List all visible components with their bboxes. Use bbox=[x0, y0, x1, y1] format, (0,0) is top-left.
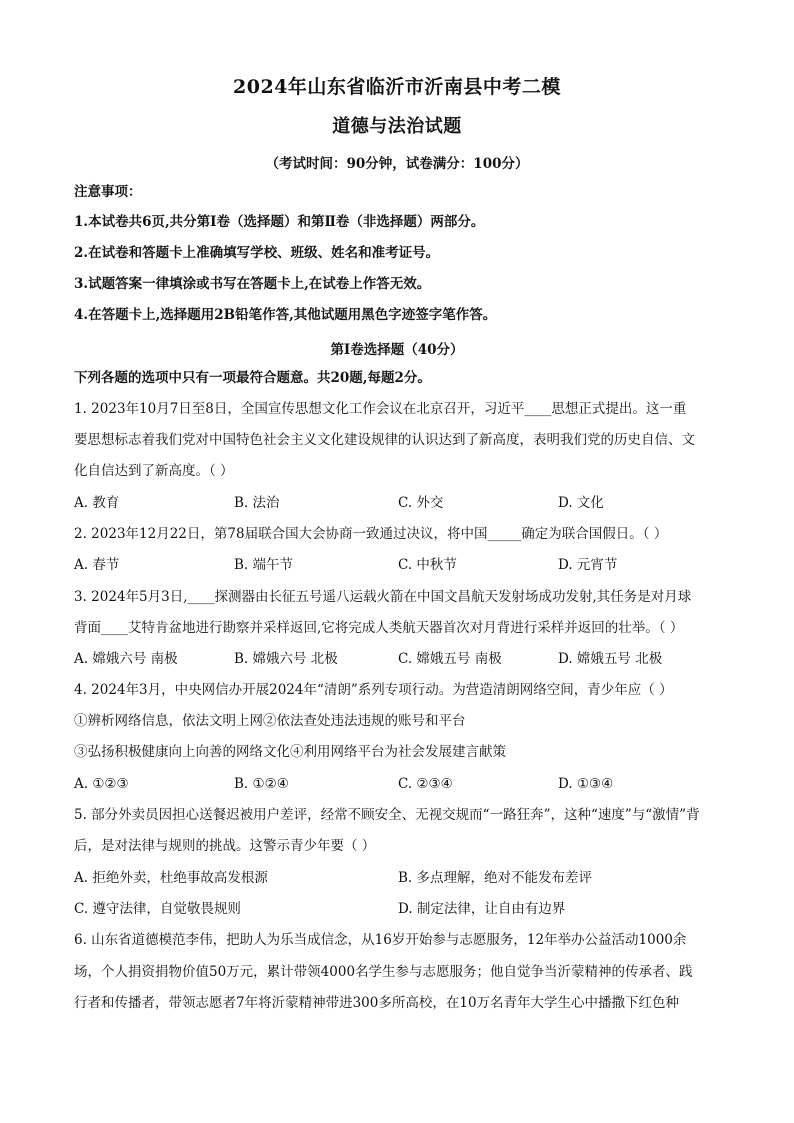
question-3-line: 背面____艾特肯盆地进行勘察并采样返回,它将完成人类航天器首次对月背进行采样并返回的壮举。（ ） bbox=[74, 620, 684, 636]
question-5-line: 后，是对法律与规则的挑战。这警示青少年要（ ） bbox=[74, 838, 376, 854]
question-4-line: ③弘扬积极健康向上向善的网络文化④利用网络平台为社会发展建言献策 bbox=[74, 744, 506, 760]
question-4-option-b: B. ①②④ bbox=[234, 776, 289, 792]
question-5-option-d: D. 制定法律，让自由有边界 bbox=[398, 901, 566, 917]
question-1-line: 1. 2023年10月7日至8日，全国宣传思想文化工作会议在北京召开，习近平____思想正式提出。这一重 bbox=[74, 401, 687, 417]
exam-title: 2024年山东省临沂市沂南县中考二模 bbox=[233, 76, 561, 98]
question-4-option-c: C. ②③④ bbox=[398, 776, 453, 792]
exam-subject: 道德与法治试题 bbox=[332, 116, 462, 137]
notes-heading: 注意事项： bbox=[74, 184, 142, 200]
question-1-line: 要思想标志着我们党对中国特色社会主义文化建设规律的认识达到了新高度，表明我们党的历史自信、文 bbox=[74, 432, 695, 448]
exam-info: （考试时间：90分钟，试卷满分：100分） bbox=[265, 156, 529, 172]
question-6-line: 场，个人捐资捐物价值50万元，累计带领4000名学生参与志愿服务；他自觉争当沂蒙精神的传承者、践 bbox=[74, 964, 693, 980]
question-2-line: 2. 2023年12月22日，第78届联合国大会协商一致通过决议，将中国_____确定为联合国假日。（ ） bbox=[74, 526, 668, 542]
question-4-option-a: A. ①②③ bbox=[74, 776, 129, 792]
question-3-option-d: D. 嫦娥五号 北极 bbox=[558, 651, 663, 667]
question-5-option-a: A. 拒绝外卖，杜绝事故高发根源 bbox=[74, 870, 268, 886]
question-1-option-a: A. 教育 bbox=[74, 495, 120, 511]
question-1-line: 化自信达到了新高度。（ ） bbox=[74, 463, 234, 479]
note-item: 1.本试卷共6页,共分第Ⅰ卷（选择题）和第Ⅱ卷（非选择题）两部分。 bbox=[74, 214, 485, 230]
question-1-option-b: B. 法治 bbox=[234, 495, 280, 511]
question-5-option-b: B. 多点理解，绝对不能发布差评 bbox=[398, 870, 593, 886]
note-item: 3.试题答案一律填涂或书写在答题卡上,在试卷上作答无效。 bbox=[74, 276, 431, 292]
question-2-option-a: A. 春节 bbox=[74, 557, 120, 573]
question-5-option-c: C. 遵守法律，自觉敬畏规则 bbox=[74, 901, 241, 917]
question-2-option-c: C. 中秋节 bbox=[398, 557, 457, 573]
question-6-line: 行者和传播者，带领志愿者7年将沂蒙精神带进300多所高校，在10万名青年大学生心中播撒下红色种 bbox=[74, 995, 680, 1011]
question-4-line: 4. 2024年3月，中央网信办开展2024年“清朗”系列专项行动。为营造清朗网络空间，青少年应（ ） bbox=[74, 682, 673, 698]
section-instruction: 下列各题的选项中只有一项最符合题意。共20题,每题2分。 bbox=[74, 370, 431, 386]
question-3-option-c: C. 嫦娥五号 南极 bbox=[398, 651, 502, 667]
question-3-option-b: B. 嫦娥六号 北极 bbox=[234, 651, 338, 667]
question-4-option-d: D. ①③④ bbox=[558, 776, 614, 792]
question-6-line: 6. 山东省道德模范李伟，把助人为乐当成信念，从16岁开始参与志愿服务，12年举办公益活动1000余 bbox=[74, 932, 687, 948]
note-item: 4.在答题卡上,选择题用2B铅笔作答,其他试题用黑色字迹签字笔作答。 bbox=[74, 307, 497, 323]
section-title: 第Ⅰ卷选择题（40分） bbox=[330, 342, 464, 358]
question-1-option-d: D. 文化 bbox=[558, 495, 604, 511]
question-4-line: ①辨析网络信息，依法文明上网②依法查处违法违规的账号和平台 bbox=[74, 713, 466, 729]
question-5-line: 5. 部分外卖员因担心送餐迟被用户差评，经常不顾安全、无视交规而“一路狂奔”，这种“速度”与“激情”背 bbox=[74, 807, 700, 823]
question-3-line: 3. 2024年5月3日,____探测器由长征五号遥八运载火箭在中国文昌航天发射场成功发射,其任务是对月球 bbox=[74, 589, 692, 605]
note-item: 2.在试卷和答题卡上准确填写学校、班级、姓名和准考证号。 bbox=[74, 245, 440, 261]
question-2-option-b: B. 端午节 bbox=[234, 557, 294, 573]
question-2-option-d: D. 元宵节 bbox=[558, 557, 618, 573]
question-3-option-a: A. 嫦娥六号 南极 bbox=[74, 651, 178, 667]
question-1-option-c: C. 外交 bbox=[398, 495, 444, 511]
